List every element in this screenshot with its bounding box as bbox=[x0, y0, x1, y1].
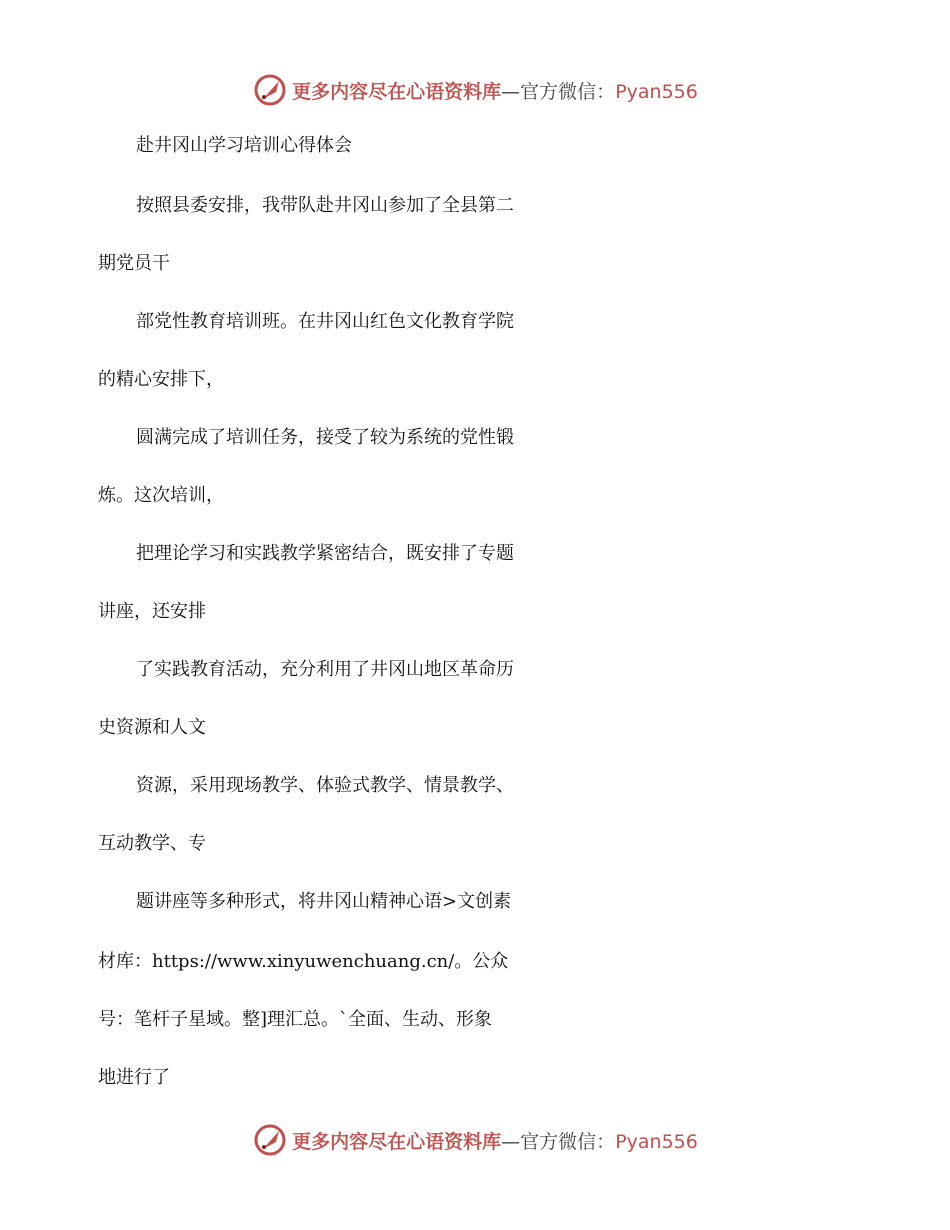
paragraph-line: 圆满完成了培训任务，接受了较为系统的党性锻 bbox=[136, 427, 514, 448]
paragraph-line: 讲座，还安排 bbox=[98, 601, 206, 622]
paragraph-line: 材库：https://www.xinyuwenchuang.cn/。公众 bbox=[98, 951, 509, 972]
quill-logo-icon bbox=[252, 72, 288, 108]
paragraph-line: 炼。这次培训， bbox=[98, 485, 224, 506]
paragraph-line: 号：笔杆子星域。整]理汇总。`全面、生动、形象 bbox=[98, 1009, 493, 1030]
paragraph-line: 地进行了 bbox=[98, 1067, 170, 1088]
document-title: 赴井冈山学习培训心得体会 bbox=[136, 135, 352, 156]
quill-logo-icon bbox=[252, 1122, 288, 1158]
paragraph-line: 了实践教育活动，充分利用了井冈山地区革命历 bbox=[136, 659, 514, 680]
banner-text: 更多内容尽在心语资料库—官方微信：Pyan556 bbox=[292, 80, 698, 103]
paragraph-line: 按照县委安排，我带队赴井冈山参加了全县第二 bbox=[136, 195, 514, 216]
paragraph-line: 史资源和人文 bbox=[98, 717, 206, 738]
paragraph-line: 资源，采用现场教学、体验式教学、情景教学、 bbox=[136, 775, 514, 796]
header-watermark-banner bbox=[0, 70, 950, 110]
paragraph-line: 题讲座等多种形式，将井冈山精神心语>文创素 bbox=[136, 891, 512, 912]
paragraph-line: 互动教学、专 bbox=[98, 833, 206, 854]
paragraph-line: 部党性教育培训班。在井冈山红色文化教育学院 bbox=[136, 311, 514, 332]
paragraph-line: 的精心安排下， bbox=[98, 369, 224, 390]
paragraph-line: 期党员干 bbox=[98, 253, 170, 274]
banner-text: 更多内容尽在心语资料库—官方微信：Pyan556 bbox=[292, 1130, 698, 1153]
paragraph-line: 把理论学习和实践教学紧密结合，既安排了专题 bbox=[136, 543, 514, 564]
footer-watermark-banner bbox=[0, 1120, 950, 1160]
